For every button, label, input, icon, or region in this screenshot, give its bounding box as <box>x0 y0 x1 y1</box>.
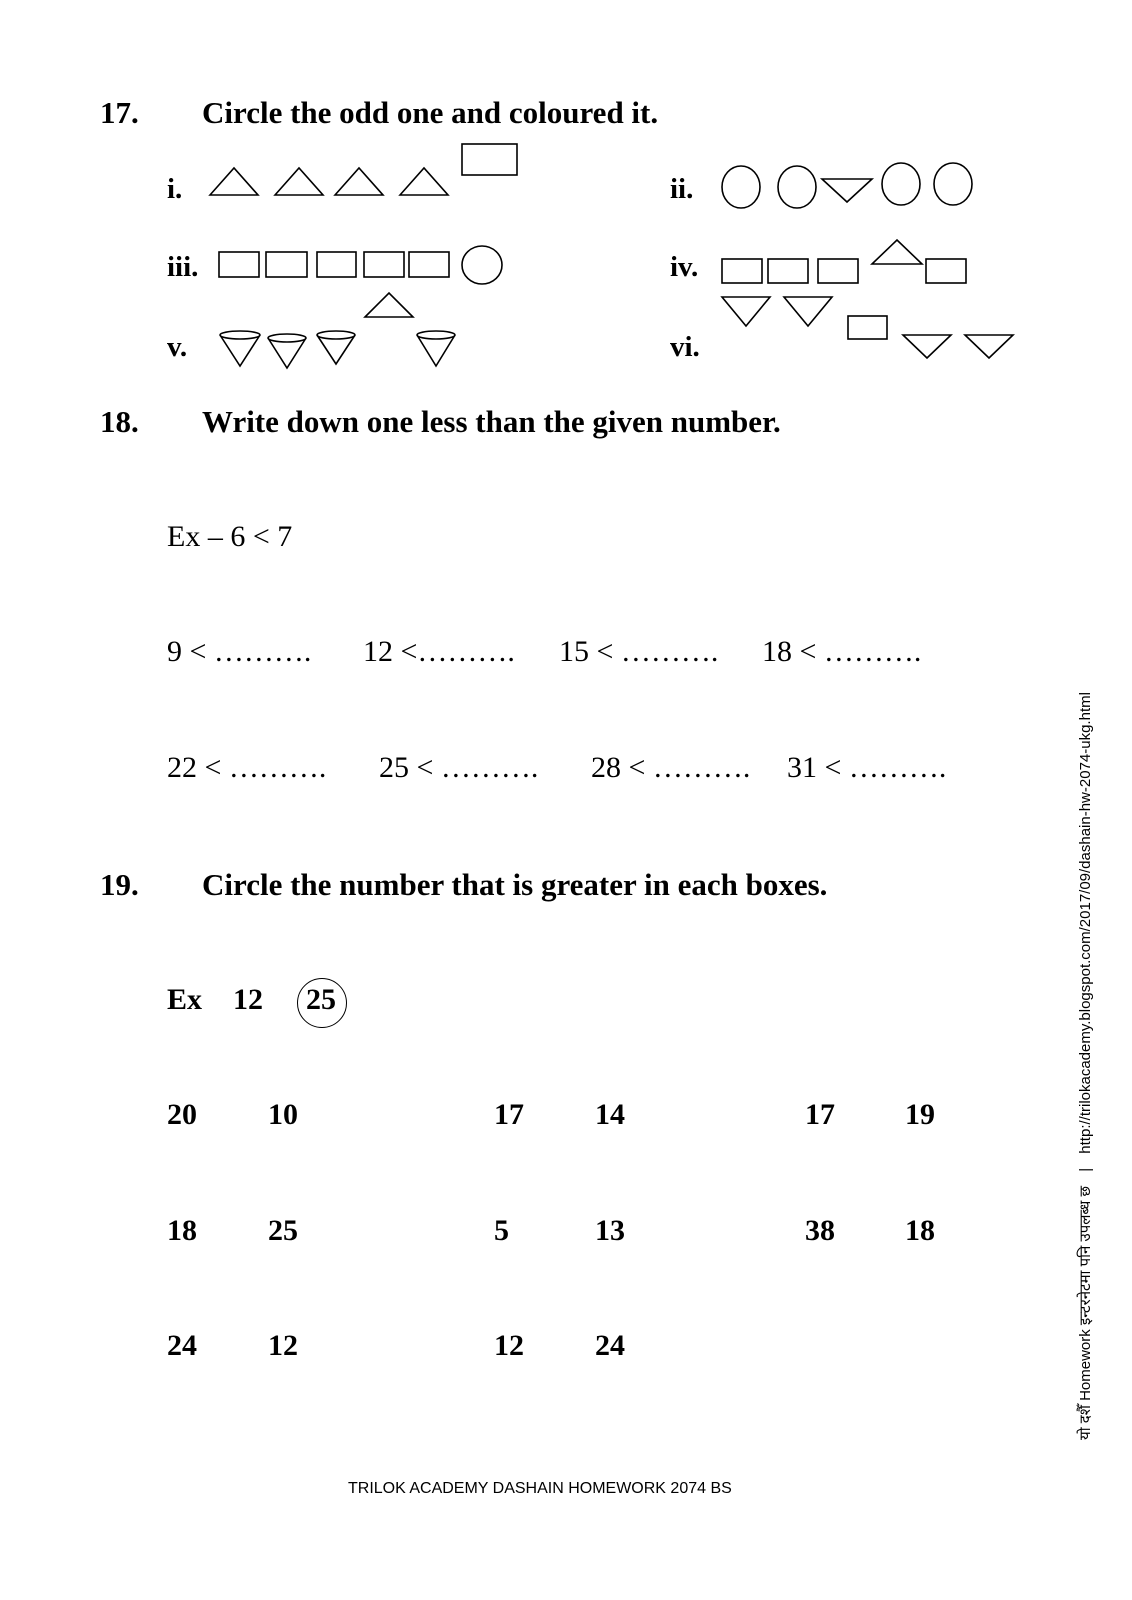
triangle-shape <box>275 168 323 195</box>
q19-number: 10 <box>268 1098 298 1131</box>
square-shape <box>219 252 259 277</box>
cone-shape <box>417 331 455 366</box>
q19-number: 24 <box>167 1329 197 1362</box>
odd-one-shapes <box>0 0 1132 400</box>
q18-blank: 12 <………. <box>363 635 515 668</box>
question-18-number: 18. <box>100 404 139 439</box>
q18-blank: 25 < ………. <box>379 751 539 784</box>
q19-number: 12 <box>494 1329 524 1362</box>
square-shape <box>364 252 404 277</box>
q19-number: 25 <box>268 1214 298 1247</box>
q18-blank: 31 < ………. <box>787 751 947 784</box>
circle-shape <box>462 246 502 284</box>
square-shape <box>722 259 762 283</box>
side-text: यो दशैँ Homework इन्टरनेटमा पनि उपलब्ध छ <box>1077 1185 1094 1440</box>
q18-blank: 22 < ………. <box>167 751 327 784</box>
inverted-triangle-shape <box>965 335 1013 358</box>
example-circle <box>297 978 347 1028</box>
q18-blank: 9 < ………. <box>167 635 312 668</box>
item-label-vi: vi. <box>670 331 700 363</box>
question-19-number: 19. <box>100 867 139 902</box>
cone-shape <box>317 331 355 364</box>
q19-number: 5 <box>494 1214 509 1247</box>
circle-shape <box>722 166 760 208</box>
item-label-iii: iii. <box>167 251 199 283</box>
item-label-v: v. <box>167 331 188 363</box>
side-separator: | <box>1077 1167 1094 1172</box>
triangle-shape <box>335 168 383 195</box>
inverted-triangle-shape <box>722 297 770 326</box>
page-footer: TRILOK ACADEMY DASHAIN HOMEWORK 2074 BS <box>348 1480 732 1497</box>
square-shape <box>317 252 356 277</box>
q19-number: 17 <box>494 1098 524 1131</box>
question-17-title: Circle the odd one and coloured it. <box>202 95 659 130</box>
triangle-shape <box>400 168 448 195</box>
square-shape <box>768 259 808 283</box>
q19-example-a: 12 <box>233 983 263 1016</box>
square-shape <box>848 316 887 339</box>
question-18-title: Write down one less than the given number. <box>202 404 781 439</box>
side-watermark <box>1075 692 1095 1440</box>
q19-number: 18 <box>905 1214 935 1247</box>
inverted-triangle-shape <box>822 179 872 202</box>
triangle-shape <box>365 293 413 317</box>
inverted-triangle-shape <box>903 335 951 358</box>
cone-shape <box>220 331 260 366</box>
circle-shape <box>934 163 972 205</box>
square-shape <box>818 259 858 283</box>
q19-example-b: 25 <box>306 983 336 1016</box>
q18-blank: 28 < ………. <box>591 751 751 784</box>
q19-number: 12 <box>268 1329 298 1362</box>
square-shape <box>409 252 449 277</box>
q19-example-label: Ex <box>167 983 203 1016</box>
item-label-ii: ii. <box>670 173 694 205</box>
cone-shape <box>268 334 306 368</box>
square-shape <box>266 252 307 277</box>
inverted-triangle-shape <box>784 297 832 326</box>
q18-example: Ex – 6 < 7 <box>167 520 293 553</box>
circle-shape <box>778 166 816 208</box>
q19-number: 38 <box>805 1214 835 1247</box>
q19-number: 20 <box>167 1098 197 1131</box>
question-19-title: Circle the number that is greater in each boxes. <box>202 867 828 902</box>
circle-shape <box>882 163 920 205</box>
q19-number: 18 <box>167 1214 197 1247</box>
q19-number: 19 <box>905 1098 935 1131</box>
q19-number: 14 <box>595 1098 625 1131</box>
triangle-shape <box>872 240 922 264</box>
q19-number: 24 <box>595 1329 625 1362</box>
item-label-iv: iv. <box>670 251 699 283</box>
square-shape <box>926 259 966 283</box>
q18-blank: 15 < ………. <box>559 635 719 668</box>
side-url-link[interactable]: http://trilokacademy.blogspot.com/2017/09/dashain-hw-2074-ukg.html <box>1077 692 1094 1154</box>
q19-number: 17 <box>805 1098 835 1131</box>
q18-blank: 18 < ………. <box>762 635 922 668</box>
rectangle-shape <box>462 144 517 175</box>
item-label-i: i. <box>167 173 183 205</box>
q19-number: 13 <box>595 1214 625 1247</box>
triangle-shape <box>210 168 258 195</box>
question-17-number: 17. <box>100 95 139 130</box>
